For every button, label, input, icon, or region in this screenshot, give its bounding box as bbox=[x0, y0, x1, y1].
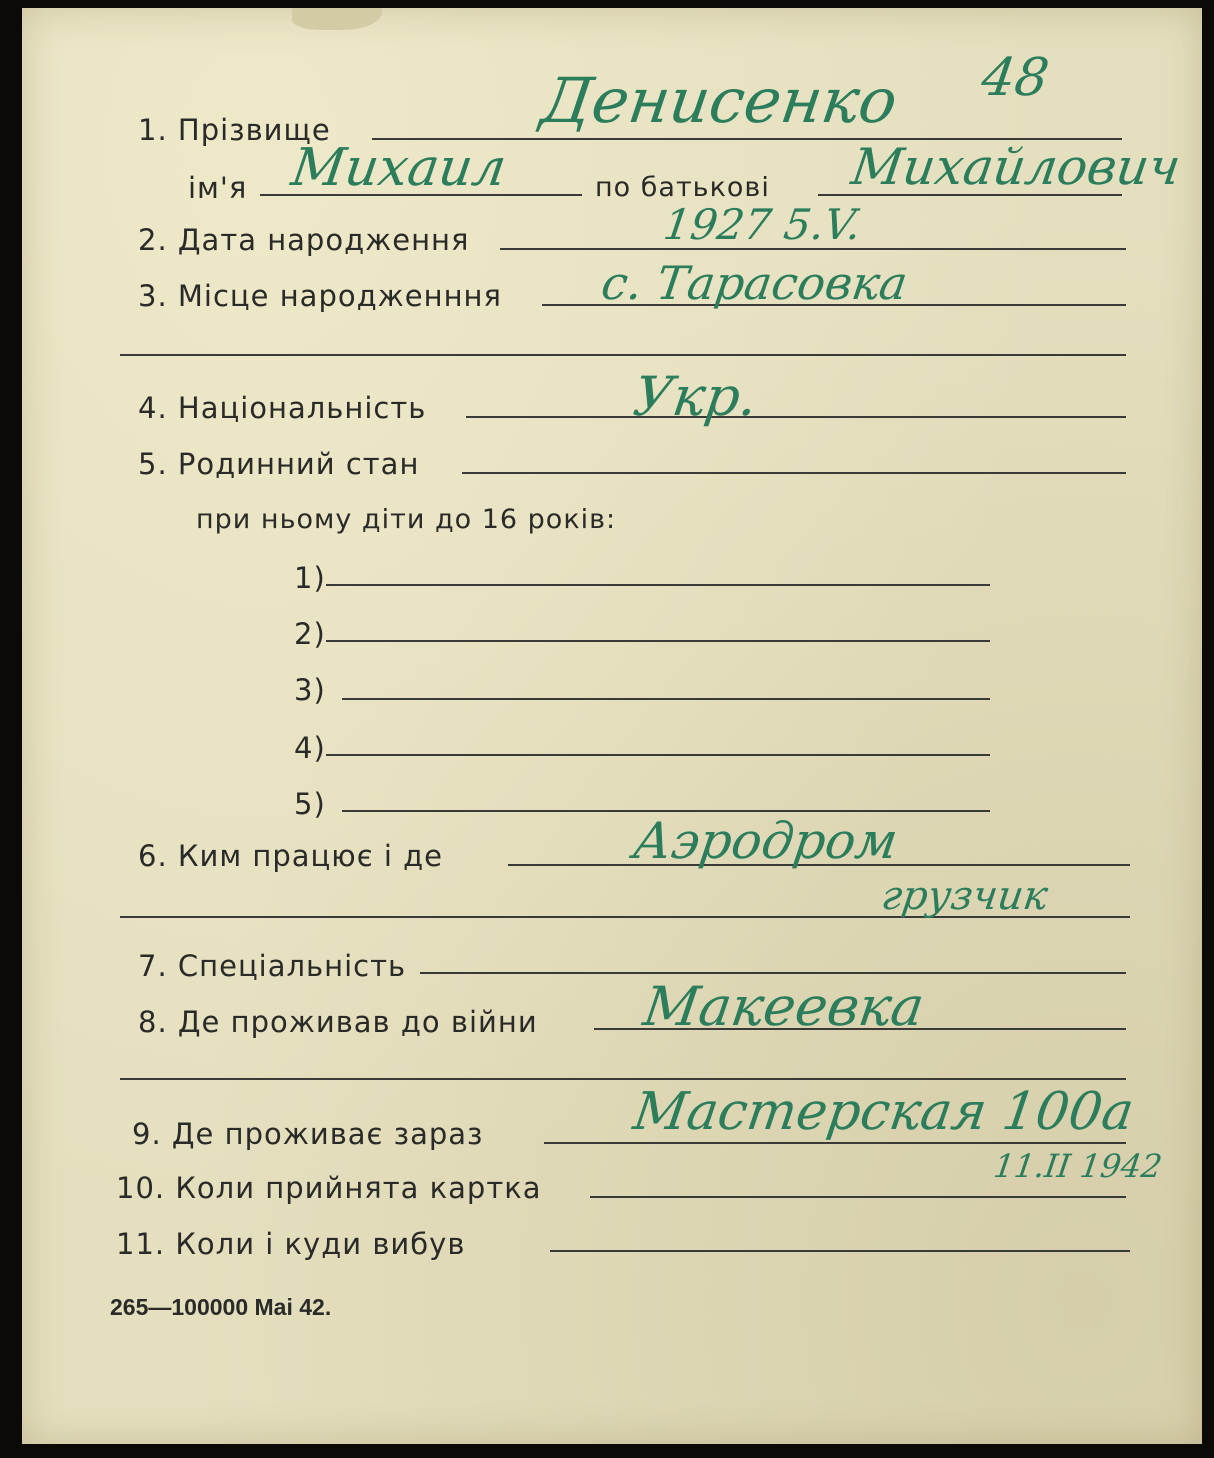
name-value: Михаил bbox=[287, 138, 510, 198]
surname-label: 1. Прізвище bbox=[138, 113, 331, 147]
print-code: 265—100000 Mai 42. bbox=[110, 1294, 332, 1320]
birthplace-value: с. Тарасовка bbox=[598, 256, 911, 310]
card-date-label: 10. Коли прийнята картка bbox=[116, 1171, 542, 1205]
work-place-value: Аэродром bbox=[629, 812, 902, 870]
current-residence-label: 9. Де проживає зараз bbox=[132, 1117, 484, 1151]
current-residence-value: Мастерская 100а bbox=[629, 1082, 1138, 1142]
child-line bbox=[326, 584, 990, 586]
birth-date-value: 1927 5.V. bbox=[660, 200, 865, 249]
child-line bbox=[326, 640, 990, 642]
nationality-label: 4. Національність bbox=[138, 391, 427, 425]
departure-label: 11. Коли і куди вибув bbox=[116, 1227, 466, 1261]
card-date-value: 11.II 1942 bbox=[991, 1147, 1165, 1185]
child-number: 2) bbox=[294, 617, 326, 651]
prewar-residence-value: Макеевка bbox=[639, 975, 929, 1038]
patronymic-value: Михайлович bbox=[847, 138, 1185, 196]
card-number: 48 bbox=[977, 48, 1053, 108]
patronymic-label: по батькові bbox=[595, 172, 770, 203]
prewar-residence-label: 8. Де проживав до війни bbox=[138, 1005, 538, 1039]
birth-date-label: 2. Дата народження bbox=[138, 223, 470, 257]
birthplace-line-2 bbox=[120, 354, 1126, 356]
marital-status-line bbox=[462, 472, 1126, 474]
children-label: при ньому діти до 16 років: bbox=[196, 504, 617, 535]
surname-value: Денисенко bbox=[536, 64, 902, 137]
work-label: 6. Ким працює і де bbox=[138, 839, 444, 873]
child-line bbox=[326, 754, 990, 756]
nationality-value: Укр. bbox=[629, 365, 762, 428]
specialty-line bbox=[420, 972, 1126, 974]
prewar-residence-line-2 bbox=[120, 1078, 1126, 1080]
marital-status-label: 5. Родинний стан bbox=[138, 447, 420, 481]
child-number: 5) bbox=[294, 787, 326, 821]
child-number: 3) bbox=[294, 673, 326, 707]
current-residence-line bbox=[544, 1142, 1126, 1144]
departure-line bbox=[550, 1250, 1130, 1252]
torn-edge bbox=[292, 8, 382, 30]
child-line bbox=[342, 698, 990, 700]
child-number: 4) bbox=[294, 731, 326, 765]
card-date-line bbox=[590, 1196, 1126, 1198]
nationality-line bbox=[466, 416, 1126, 418]
specialty-label: 7. Спеціальність bbox=[138, 949, 407, 983]
child-number: 1) bbox=[294, 561, 326, 595]
birthplace-label: 3. Місце народженння bbox=[138, 279, 502, 313]
registration-card bbox=[22, 8, 1202, 1444]
name-label: ім'я bbox=[188, 171, 248, 205]
work-role-value: грузчик bbox=[878, 873, 1051, 919]
